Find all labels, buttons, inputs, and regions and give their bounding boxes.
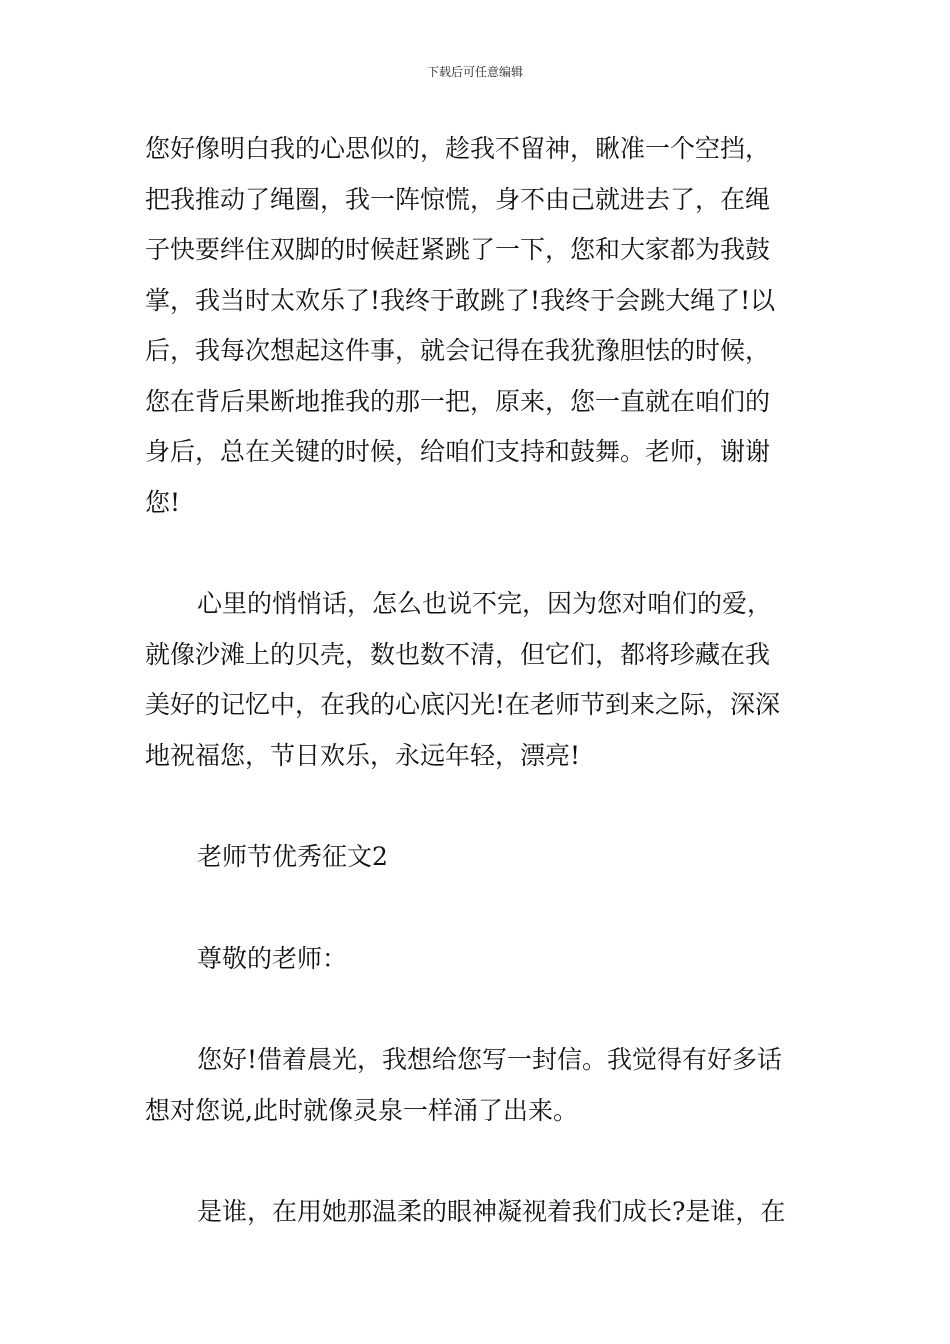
paragraph-line: 子快要绊住双脚的时候赶紧跳了一下，您和大家都为我鼓 — [145, 235, 771, 264]
paragraph-line: 把我推动了绳圈，我一阵惊慌，身不由己就进去了，在绳 — [145, 184, 771, 214]
paragraph-spacer — [145, 1136, 810, 1187]
paragraph-line: 掌，我当时太欢乐了!我终于敢跳了!我终于会跳大绳了!以 — [145, 285, 776, 315]
paragraph-line: 美好的记忆中，在我的心底闪光!在老师节到来之际，深深 — [145, 690, 781, 719]
paragraph-line: 地祝福您，节日欢乐，永远年轻，漂亮! — [145, 740, 581, 770]
page-header: 下载后可任意编辑 — [426, 65, 523, 79]
paragraph-line: 后，我每次想起这件事，就会记得在我犹豫胆怯的时候， — [145, 336, 771, 365]
paragraph-1 — [145, 124, 810, 528]
paragraph-line: 您在背后果断地推我的那一把，原来，您一直就在咱们的 — [145, 386, 771, 416]
paragraph-line: 您好像明白我的心思似的，趁我不留神，瞅准一个空挡， — [145, 134, 771, 163]
paragraph-3 — [145, 1035, 810, 1136]
paragraph-spacer — [145, 883, 810, 934]
section-title — [145, 832, 810, 883]
section-title-text: 老师节优秀征文2 — [197, 842, 388, 871]
paragraph-line: 就像沙滩上的贝壳，数也数不清，但它们，都将珍藏在我 — [145, 639, 771, 669]
paragraph-spacer — [145, 984, 810, 1035]
paragraph-line: 您好!借着晨光，我想给您写一封信。我觉得有好多话 — [197, 1045, 783, 1074]
paragraph-line: 心里的悄悄话，怎么也说不完，因为您对咱们的爱， — [197, 589, 773, 618]
document-body — [145, 124, 810, 1238]
salutation — [145, 934, 810, 985]
paragraph-line: 身后，总在关键的时候，给咱们支持和鼓舞。老师，谢谢 — [145, 437, 771, 466]
paragraph-4 — [145, 1187, 810, 1238]
paragraph-line: 是谁，在用她那温柔的眼神凝视着我们成长?是谁，在 — [197, 1197, 786, 1226]
paragraph-line: 您! — [145, 487, 181, 517]
paragraph-2 — [145, 579, 810, 781]
paragraph-spacer — [145, 781, 810, 832]
paragraph-line: 想对您说,此时就像灵泉一样涌了出来。 — [145, 1095, 578, 1125]
paragraph-spacer — [145, 528, 810, 579]
salutation-text: 尊敬的老师： — [197, 943, 348, 973]
